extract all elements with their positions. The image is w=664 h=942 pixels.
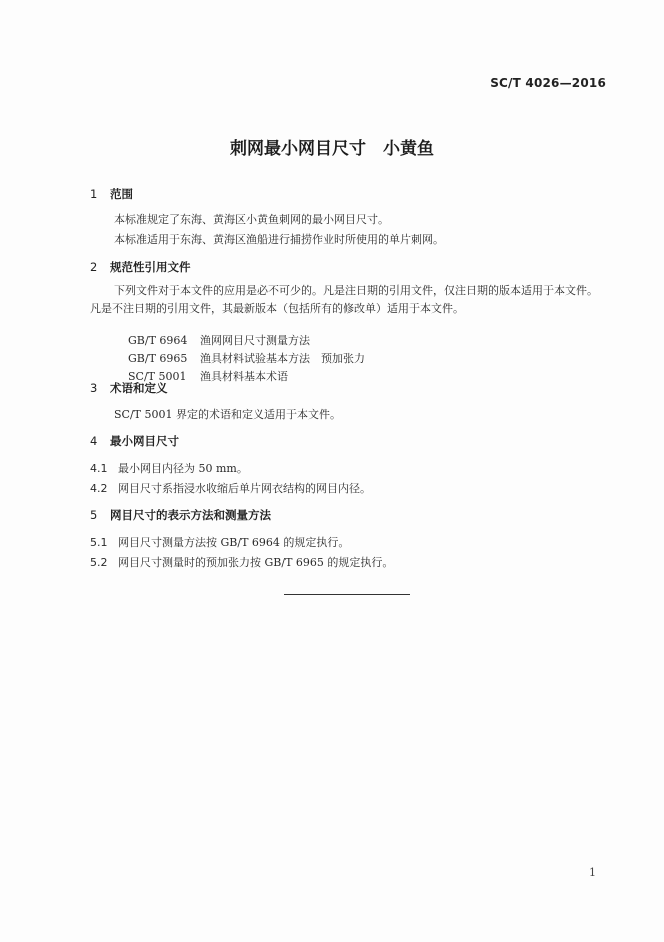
section-number: 3 [90,381,98,395]
clause-4-2 [90,480,371,496]
terms-definitions-paragraph: SC/T 5001 界定的术语和定义适用于本文件。 [114,408,341,421]
section-number: 5 [90,508,98,522]
reference-code: GB/T 6964 [128,334,188,347]
section-number: 4 [90,434,98,448]
clause-number: 5.2 [90,556,108,569]
page-number: 1 [589,866,596,879]
standard-code: SC/T 4026—2016 [490,76,606,90]
section-heading-scope [90,186,133,202]
document-title: 刺网最小网目尺寸 小黄鱼 [230,139,434,159]
clause-number: 4.1 [90,462,108,475]
section-number: 2 [90,260,98,274]
section-title: 范围 [110,187,133,201]
clause-number: 5.1 [90,536,108,549]
normative-references-paragraph: 下列文件对于本文件的应用是必不可少的。凡是注日期的引用文件，仅注日期的版本适用于本文件。凡是不注日期的引用文件，其最新版本（包括所有的修改单）适用于本文件。 [90,284,598,315]
section-heading-terms-definitions [90,380,168,396]
section-heading-expression-measurement [90,507,271,523]
end-of-text-rule [284,594,410,595]
section-number: 1 [90,187,98,201]
scope-paragraph-2: 本标准适用于东海、黄海区渔船进行捕捞作业时所使用的单片刺网。 [114,233,444,246]
clause-number: 4.2 [90,482,108,495]
reference-code: SC/T 5001 [128,370,187,383]
reference-title: 渔具材料试验基本方法 预加张力 [200,352,365,365]
section-title: 术语和定义 [110,381,168,395]
section-heading-normative-references [90,259,191,275]
section-title: 网目尺寸的表示方法和测量方法 [110,508,271,522]
clause-text: 网目尺寸系指浸水收缩后单片网衣结构的网目内径。 [118,482,371,495]
section-title: 最小网目尺寸 [110,434,179,448]
clause-4-1 [90,460,248,476]
reference-title: 渔具材料基本术语 [200,370,288,383]
clause-text: 网目尺寸测量方法按 GB/T 6964 的规定执行。 [118,536,350,549]
clause-5-2 [90,554,393,570]
clause-text: 网目尺寸测量时的预加张力按 GB/T 6965 的规定执行。 [118,556,394,569]
scope-paragraph-1: 本标准规定了东海、黄海区小黄鱼刺网的最小网目尺寸。 [114,213,389,226]
reference-code: GB/T 6965 [128,352,188,365]
clause-text: 最小网目内径为 50 mm。 [118,462,248,475]
reference-title: 渔网网目尺寸测量方法 [200,334,310,347]
section-heading-minimum-mesh-size [90,433,179,449]
section-title: 规范性引用文件 [110,260,191,274]
clause-5-1 [90,534,349,550]
